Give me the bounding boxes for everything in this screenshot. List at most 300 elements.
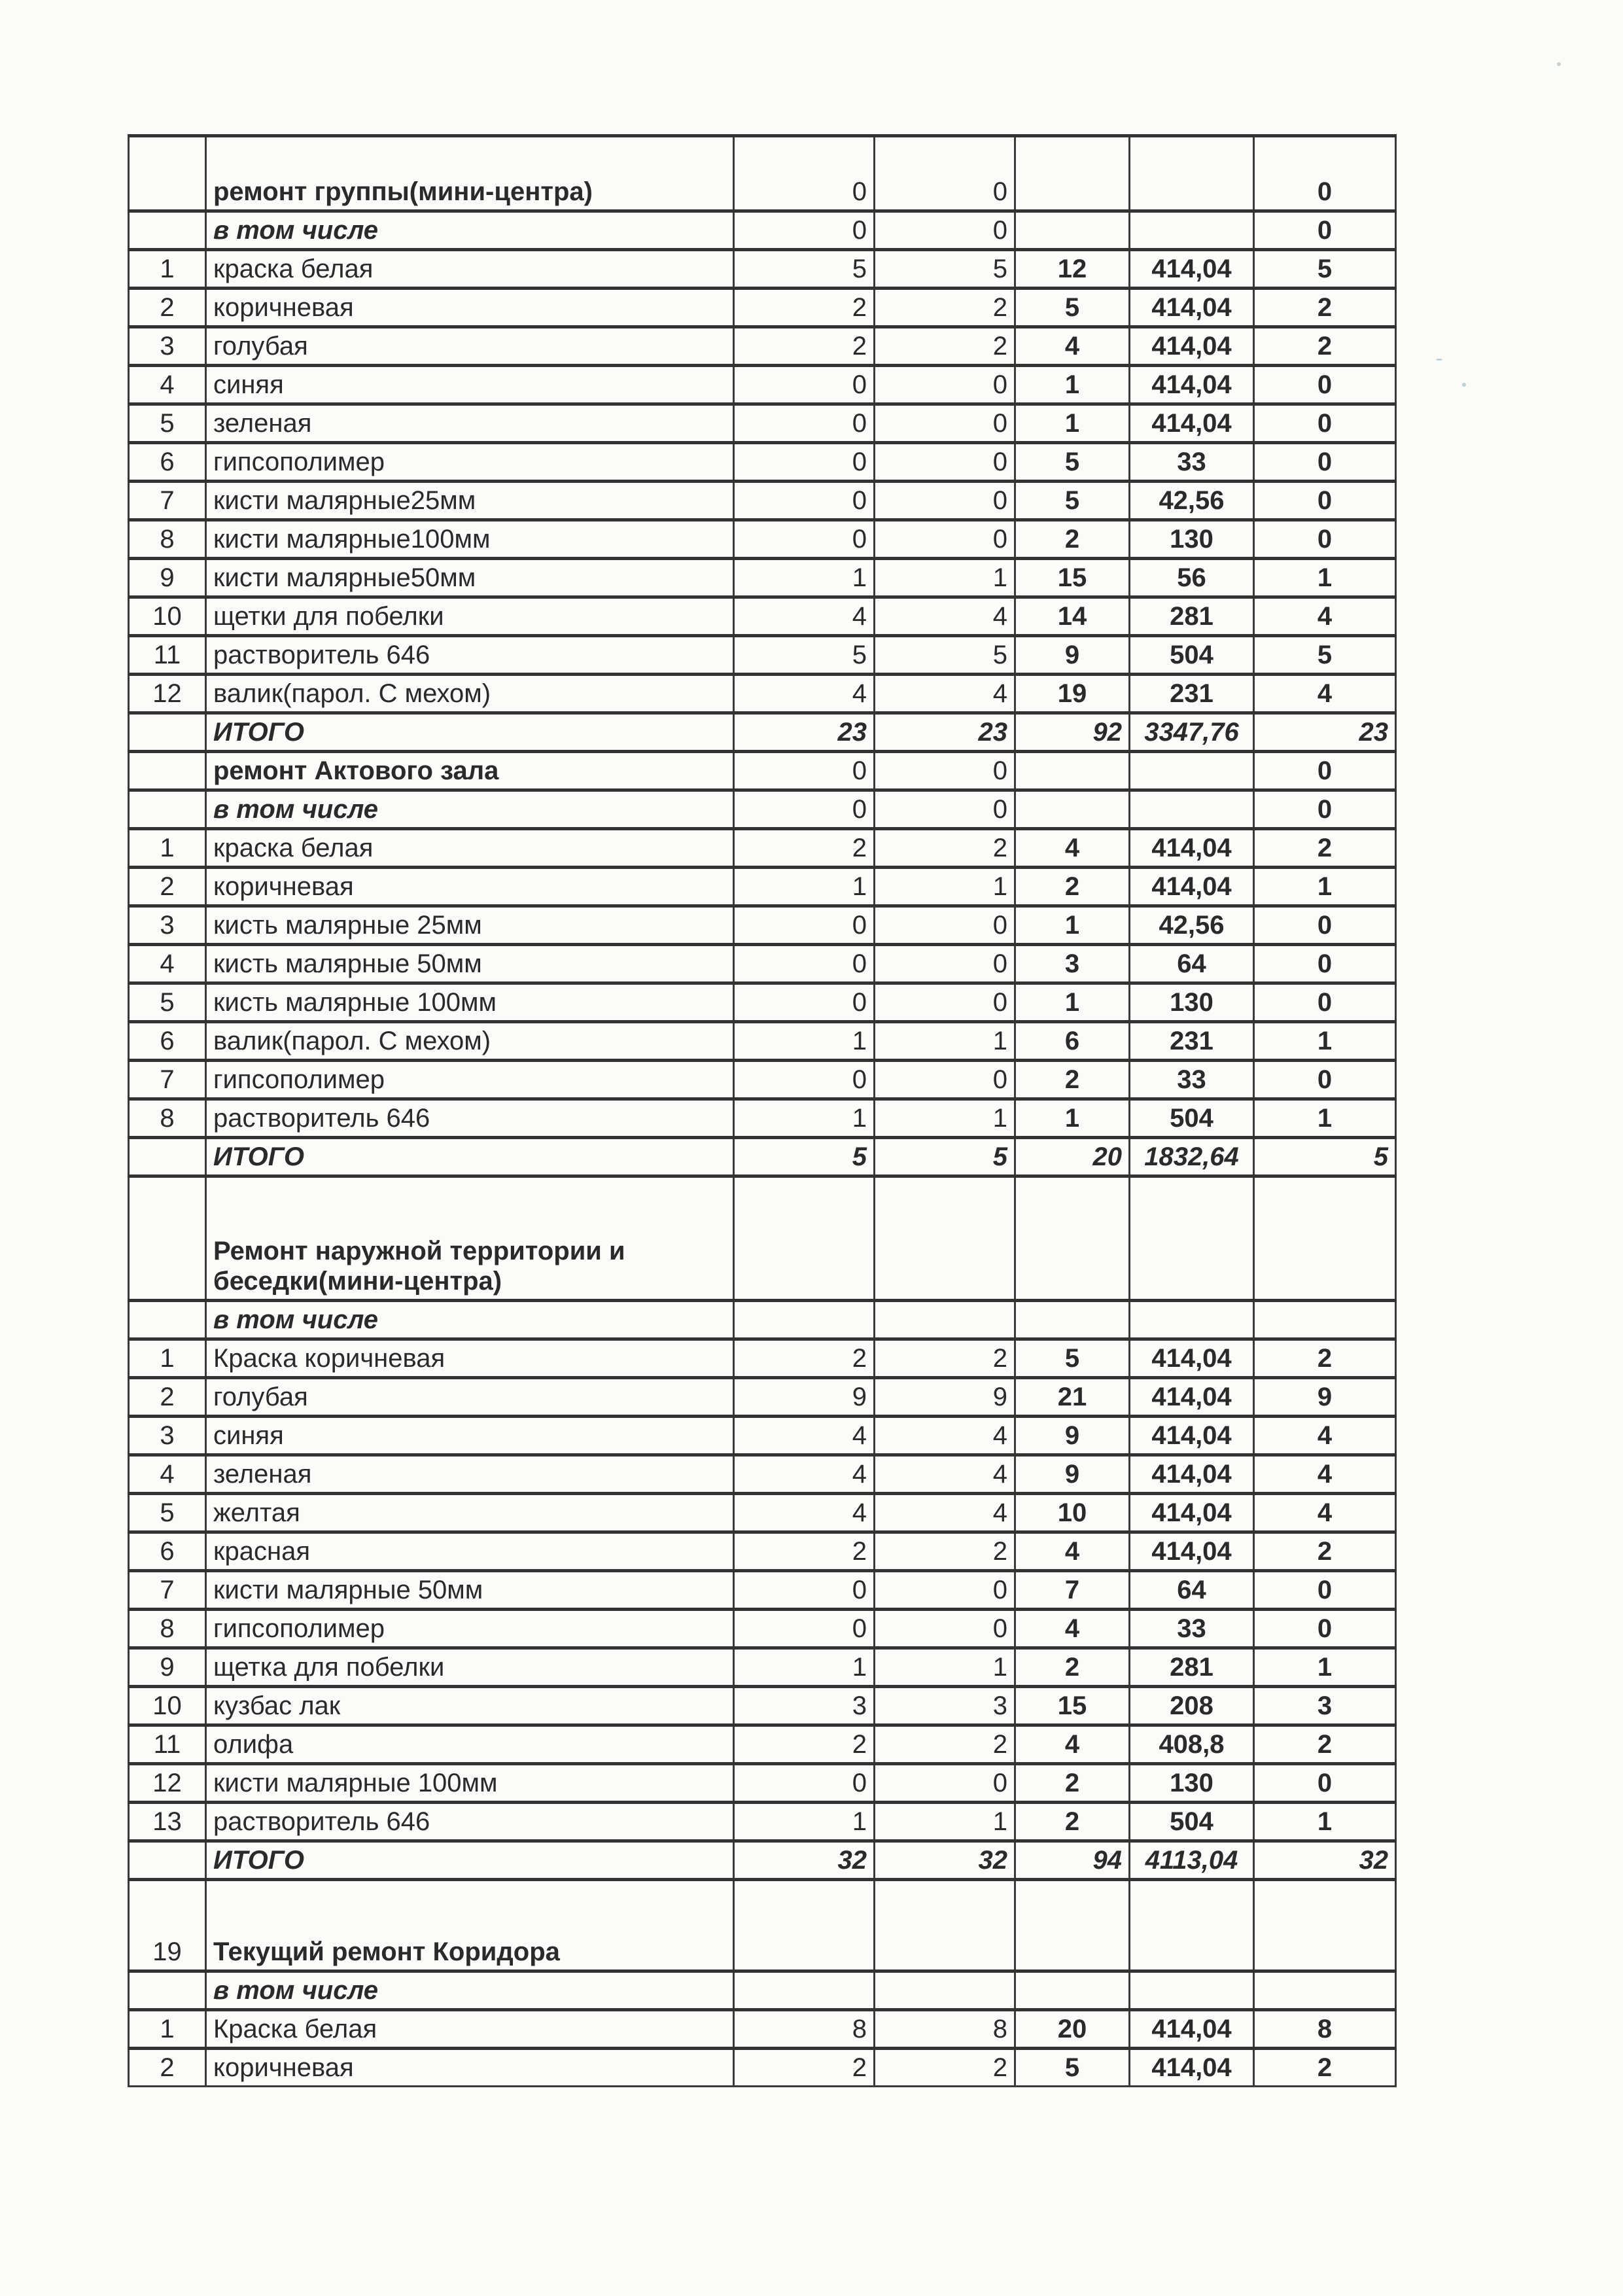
cell-value: 4 (1015, 1532, 1130, 1571)
item-name: Краска коричневая (206, 1339, 734, 1378)
total-value: 23 (1254, 713, 1396, 752)
cell-value: 1 (1254, 1648, 1396, 1687)
cell-value: 408,8 (1130, 1725, 1254, 1764)
item-name: синяя (206, 366, 734, 404)
cell-value: 2 (1015, 1764, 1130, 1803)
total-row (129, 1841, 1396, 1880)
item-name: коричневая (206, 868, 734, 906)
section-title: Ремонт наружной территории и беседки(мини-центра) (206, 1176, 734, 1301)
cell-value: 1 (1015, 1099, 1130, 1138)
row-number: 4 (129, 1455, 206, 1494)
cell-value: 281 (1130, 1648, 1254, 1687)
cell-value (1130, 790, 1254, 829)
cell-value: 0 (734, 443, 875, 482)
cell-value: 0 (734, 482, 875, 520)
table-row (129, 1532, 1396, 1571)
subheader-label: в том числе (206, 1971, 734, 2010)
row-number: 8 (129, 1099, 206, 1138)
cell-value: 0 (734, 1571, 875, 1610)
cell-value (1130, 1971, 1254, 2010)
item-name: голубая (206, 327, 734, 366)
row-number: 7 (129, 1571, 206, 1610)
cell-value: 9 (1254, 1378, 1396, 1417)
cell-value: 9 (1015, 636, 1130, 675)
row-number: 12 (129, 675, 206, 713)
cell-value: 4 (1015, 829, 1130, 868)
total-value: 92 (1015, 713, 1130, 752)
cell-value: 0 (734, 945, 875, 983)
table-row (129, 868, 1396, 906)
cell-value: 414,04 (1130, 404, 1254, 443)
cell-value: 64 (1130, 1571, 1254, 1610)
cell-value: 0 (1254, 945, 1396, 983)
cell-value: 4 (875, 597, 1015, 636)
table-row (129, 520, 1396, 559)
cell-value: 0 (734, 790, 875, 829)
cell-value: 4 (1254, 1417, 1396, 1455)
cell-value: 7 (1015, 1571, 1130, 1610)
cell-value: 414,04 (1130, 2049, 1254, 2087)
cell-value: 2 (1254, 1725, 1396, 1764)
total-value: 3347,76 (1130, 713, 1254, 752)
table-row (129, 482, 1396, 520)
cell-value: 2 (734, 1725, 875, 1764)
item-name: гипсополимер (206, 1061, 734, 1099)
cell-value: 0 (734, 211, 875, 250)
cell-value: 1 (875, 868, 1015, 906)
cell-value: 5 (1015, 2049, 1130, 2087)
cell-value (1015, 136, 1130, 211)
cell-value: 231 (1130, 675, 1254, 713)
row-number (129, 1138, 206, 1176)
cell-value: 414,04 (1130, 366, 1254, 404)
item-name: щетки для побелки (206, 597, 734, 636)
table-row (129, 906, 1396, 945)
row-number: 3 (129, 906, 206, 945)
cell-value: 4 (734, 675, 875, 713)
cell-value: 0 (875, 443, 1015, 482)
cell-value: 4 (734, 597, 875, 636)
table-row (129, 945, 1396, 983)
row-number: 1 (129, 250, 206, 289)
cell-value: 1 (1254, 1803, 1396, 1841)
row-number (129, 211, 206, 250)
cell-value (1015, 1880, 1130, 1971)
total-value: 20 (1015, 1138, 1130, 1176)
cell-value: 20 (1015, 2010, 1130, 2049)
cell-value: 2 (734, 1532, 875, 1571)
cell-value: 33 (1130, 443, 1254, 482)
row-number: 7 (129, 482, 206, 520)
total-value: 23 (875, 713, 1015, 752)
table-row (129, 366, 1396, 404)
cell-value: 4 (734, 1417, 875, 1455)
total-label: ИТОГО (206, 1841, 734, 1880)
cell-value: 1 (1015, 906, 1130, 945)
total-value: 1832,64 (1130, 1138, 1254, 1176)
cell-value: 2 (1254, 1532, 1396, 1571)
table-row (129, 597, 1396, 636)
item-name: растворитель 646 (206, 636, 734, 675)
cell-value: 33 (1130, 1610, 1254, 1648)
table-row (129, 1687, 1396, 1725)
cell-value: 504 (1130, 636, 1254, 675)
cell-value: 0 (1254, 983, 1396, 1022)
cell-value (734, 1301, 875, 1339)
cell-value (1130, 1176, 1254, 1301)
row-number: 12 (129, 1764, 206, 1803)
row-number: 6 (129, 1022, 206, 1061)
cell-value: 0 (875, 1061, 1015, 1099)
cell-value: 2 (1015, 1648, 1130, 1687)
cell-value: 231 (1130, 1022, 1254, 1061)
cell-value: 2 (734, 1339, 875, 1378)
cell-value: 130 (1130, 1764, 1254, 1803)
table-row (129, 1725, 1396, 1764)
total-value: 32 (734, 1841, 875, 1880)
cell-value: 2 (875, 2049, 1015, 2087)
cell-value: 0 (1254, 366, 1396, 404)
item-name: коричневая (206, 2049, 734, 2087)
materials-table (128, 134, 1397, 2087)
cell-value: 2 (875, 1725, 1015, 1764)
cell-value (1130, 752, 1254, 790)
item-name: желтая (206, 1494, 734, 1532)
item-name: кисти малярные 100мм (206, 1764, 734, 1803)
row-number: 8 (129, 1610, 206, 1648)
cell-value: 1 (875, 1099, 1015, 1138)
cell-value: 0 (875, 366, 1015, 404)
cell-value: 0 (1254, 790, 1396, 829)
table-row (129, 1378, 1396, 1417)
cell-value: 0 (734, 404, 875, 443)
cell-value: 4 (875, 1494, 1015, 1532)
item-name: кисти малярные 50мм (206, 1571, 734, 1610)
cell-value: 2 (875, 1532, 1015, 1571)
cell-value: 0 (1254, 136, 1396, 211)
item-name: синяя (206, 1417, 734, 1455)
cell-value: 15 (1015, 559, 1130, 597)
cell-value: 0 (875, 482, 1015, 520)
subheader-row (129, 211, 1396, 250)
cell-value: 0 (734, 136, 875, 211)
cell-value: 9 (875, 1378, 1015, 1417)
row-number: 1 (129, 1339, 206, 1378)
row-number: 1 (129, 2010, 206, 2049)
cell-value: 5 (1015, 289, 1130, 327)
cell-value (1254, 1176, 1396, 1301)
cell-value: 56 (1130, 559, 1254, 597)
cell-value: 2 (734, 2049, 875, 2087)
cell-value: 1 (734, 868, 875, 906)
cell-value: 3 (875, 1687, 1015, 1725)
cell-value: 1 (1015, 404, 1130, 443)
cell-value: 2 (1254, 2049, 1396, 2087)
cell-value: 1 (1254, 1099, 1396, 1138)
cell-value: 0 (875, 945, 1015, 983)
cell-value: 2 (1015, 1061, 1130, 1099)
cell-value: 0 (734, 1610, 875, 1648)
cell-value: 0 (1254, 752, 1396, 790)
cell-value: 3 (1254, 1687, 1396, 1725)
row-number: 2 (129, 868, 206, 906)
section-title: ремонт Актового зала (206, 752, 734, 790)
row-number (129, 1971, 206, 2010)
cell-value: 2 (1015, 868, 1130, 906)
cell-value (734, 1971, 875, 2010)
subheader-label: в том числе (206, 1301, 734, 1339)
cell-value: 1 (734, 1022, 875, 1061)
table-row (129, 1610, 1396, 1648)
cell-value: 4 (1015, 1725, 1130, 1764)
cell-value: 4 (875, 1417, 1015, 1455)
cell-value (1130, 211, 1254, 250)
cell-value: 0 (1254, 404, 1396, 443)
cell-value: 4 (734, 1494, 875, 1532)
cell-value: 0 (1254, 1061, 1396, 1099)
cell-value: 5 (1254, 636, 1396, 675)
row-number: 9 (129, 559, 206, 597)
cell-value: 504 (1130, 1803, 1254, 1841)
table-row (129, 636, 1396, 675)
subheader-row (129, 790, 1396, 829)
cell-value: 42,56 (1130, 482, 1254, 520)
table-row (129, 2049, 1396, 2087)
cell-value (1130, 136, 1254, 211)
cell-value: 0 (1254, 906, 1396, 945)
cell-value (1015, 1301, 1130, 1339)
row-number: 5 (129, 1494, 206, 1532)
row-number (129, 1301, 206, 1339)
section-title-row (129, 1176, 1396, 1301)
cell-value: 0 (734, 1061, 875, 1099)
cell-value: 8 (1254, 2010, 1396, 2049)
cell-value: 15 (1015, 1687, 1130, 1725)
cell-value (1254, 1880, 1396, 1971)
table-row (129, 983, 1396, 1022)
cell-value (875, 1301, 1015, 1339)
row-number: 10 (129, 597, 206, 636)
table-row (129, 1764, 1396, 1803)
cell-value: 8 (734, 2010, 875, 2049)
row-number (129, 1176, 206, 1301)
table-row (129, 1022, 1396, 1061)
cell-value: 2 (875, 829, 1015, 868)
cell-value (1130, 1301, 1254, 1339)
total-value: 5 (1254, 1138, 1396, 1176)
section-title-row (129, 1880, 1396, 1971)
cell-value: 2 (875, 327, 1015, 366)
cell-value: 1 (734, 1099, 875, 1138)
cell-value (734, 1176, 875, 1301)
table-row (129, 289, 1396, 327)
item-name: кисть малярные 100мм (206, 983, 734, 1022)
row-number: 7 (129, 1061, 206, 1099)
row-number: 5 (129, 404, 206, 443)
row-number: 2 (129, 289, 206, 327)
cell-value: 0 (875, 520, 1015, 559)
item-name: кисть малярные 25мм (206, 906, 734, 945)
cell-value: 2 (875, 289, 1015, 327)
cell-value: 414,04 (1130, 327, 1254, 366)
cell-value: 2 (734, 289, 875, 327)
cell-value: 414,04 (1130, 1494, 1254, 1532)
cell-value: 9 (1015, 1455, 1130, 1494)
item-name: олифа (206, 1725, 734, 1764)
item-name: кисти малярные100мм (206, 520, 734, 559)
table-row (129, 1648, 1396, 1687)
cell-value: 3 (734, 1687, 875, 1725)
cell-value: 14 (1015, 597, 1130, 636)
cell-value: 414,04 (1130, 2010, 1254, 2049)
row-number: 6 (129, 443, 206, 482)
cell-value: 1 (1254, 559, 1396, 597)
total-label: ИТОГО (206, 1138, 734, 1176)
cell-value: 2 (1015, 520, 1130, 559)
cell-value: 414,04 (1130, 868, 1254, 906)
cell-value: 0 (1254, 211, 1396, 250)
cell-value: 0 (875, 1610, 1015, 1648)
cell-value: 19 (1015, 675, 1130, 713)
row-number: 4 (129, 945, 206, 983)
item-name: кузбас лак (206, 1687, 734, 1725)
cell-value: 10 (1015, 1494, 1130, 1532)
item-name: красная (206, 1532, 734, 1571)
cell-value: 414,04 (1130, 1417, 1254, 1455)
cell-value: 0 (734, 520, 875, 559)
row-number (129, 752, 206, 790)
total-value: 32 (875, 1841, 1015, 1880)
cell-value: 414,04 (1130, 1378, 1254, 1417)
cell-value (734, 1880, 875, 1971)
cell-value: 1 (875, 1803, 1015, 1841)
cell-value: 0 (734, 752, 875, 790)
cell-value (875, 1971, 1015, 2010)
cell-value: 1 (734, 1803, 875, 1841)
subheader-row (129, 1301, 1396, 1339)
total-value: 32 (1254, 1841, 1396, 1880)
cell-value: 0 (875, 404, 1015, 443)
cell-value: 5 (1015, 482, 1130, 520)
total-label: ИТОГО (206, 713, 734, 752)
cell-value: 4 (734, 1455, 875, 1494)
cell-value: 2 (1254, 327, 1396, 366)
row-number: 11 (129, 1725, 206, 1764)
row-number: 5 (129, 983, 206, 1022)
cell-value: 5 (734, 636, 875, 675)
cell-value: 2 (734, 829, 875, 868)
cell-value: 2 (875, 1339, 1015, 1378)
cell-value: 0 (875, 136, 1015, 211)
cell-value: 64 (1130, 945, 1254, 983)
cell-value: 1 (1015, 366, 1130, 404)
row-number (129, 713, 206, 752)
table-body (129, 136, 1396, 2087)
cell-value: 0 (1254, 520, 1396, 559)
row-number: 9 (129, 1648, 206, 1687)
cell-value: 4 (1254, 675, 1396, 713)
table-row (129, 829, 1396, 868)
table-row (129, 1571, 1396, 1610)
table-row (129, 675, 1396, 713)
cell-value (875, 1176, 1015, 1301)
cell-value: 6 (1015, 1022, 1130, 1061)
cell-value: 5 (734, 250, 875, 289)
row-number: 3 (129, 327, 206, 366)
total-value: 94 (1015, 1841, 1130, 1880)
cell-value: 414,04 (1130, 1339, 1254, 1378)
cell-value: 414,04 (1130, 829, 1254, 868)
item-name: кисти малярные25мм (206, 482, 734, 520)
cell-value: 4 (875, 1455, 1015, 1494)
cell-value (1015, 790, 1130, 829)
section-title: ремонт группы(мини-центра) (206, 136, 734, 211)
cell-value: 0 (734, 906, 875, 945)
item-name: валик(парол. С мехом) (206, 675, 734, 713)
cell-value: 4 (1015, 327, 1130, 366)
cell-value: 0 (875, 790, 1015, 829)
section-title-row (129, 752, 1396, 790)
section-title: Текущий ремонт Коридора (206, 1880, 734, 1971)
item-name: гипсополимер (206, 443, 734, 482)
cell-value: 42,56 (1130, 906, 1254, 945)
cell-value: 9 (734, 1378, 875, 1417)
scan-speck (1462, 383, 1466, 387)
table-row (129, 1417, 1396, 1455)
item-name: растворитель 646 (206, 1099, 734, 1138)
cell-value (1015, 211, 1130, 250)
table-row (129, 1099, 1396, 1138)
cell-value: 130 (1130, 983, 1254, 1022)
item-name: кисть малярные 50мм (206, 945, 734, 983)
cell-value: 8 (875, 2010, 1015, 2049)
cell-value: 9 (1015, 1417, 1130, 1455)
cell-value: 0 (875, 983, 1015, 1022)
cell-value: 0 (875, 906, 1015, 945)
cell-value: 3 (1015, 945, 1130, 983)
cell-value: 2 (734, 327, 875, 366)
item-name: кисти малярные50мм (206, 559, 734, 597)
total-value: 4113,04 (1130, 1841, 1254, 1880)
row-number: 1 (129, 829, 206, 868)
table-row (129, 443, 1396, 482)
table-row (129, 559, 1396, 597)
cell-value (1130, 1880, 1254, 1971)
subheader-label: в том числе (206, 211, 734, 250)
cell-value: 5 (1254, 250, 1396, 289)
cell-value: 0 (1254, 1610, 1396, 1648)
cell-value: 2 (1254, 1339, 1396, 1378)
table-row (129, 327, 1396, 366)
cell-value: 1 (1254, 868, 1396, 906)
table-row (129, 1061, 1396, 1099)
subheader-label: в том числе (206, 790, 734, 829)
cell-value: 0 (734, 366, 875, 404)
item-name: зеленая (206, 404, 734, 443)
cell-value: 130 (1130, 520, 1254, 559)
row-number: 6 (129, 1532, 206, 1571)
item-name: Краска белая (206, 2010, 734, 2049)
cell-value: 1 (734, 1648, 875, 1687)
row-number: 3 (129, 1417, 206, 1455)
cell-value: 1 (734, 559, 875, 597)
item-name: гипсополимер (206, 1610, 734, 1648)
table-row (129, 1339, 1396, 1378)
item-name: валик(парол. С мехом) (206, 1022, 734, 1061)
cell-value: 0 (1254, 1571, 1396, 1610)
row-number (129, 136, 206, 211)
cell-value: 0 (734, 1764, 875, 1803)
